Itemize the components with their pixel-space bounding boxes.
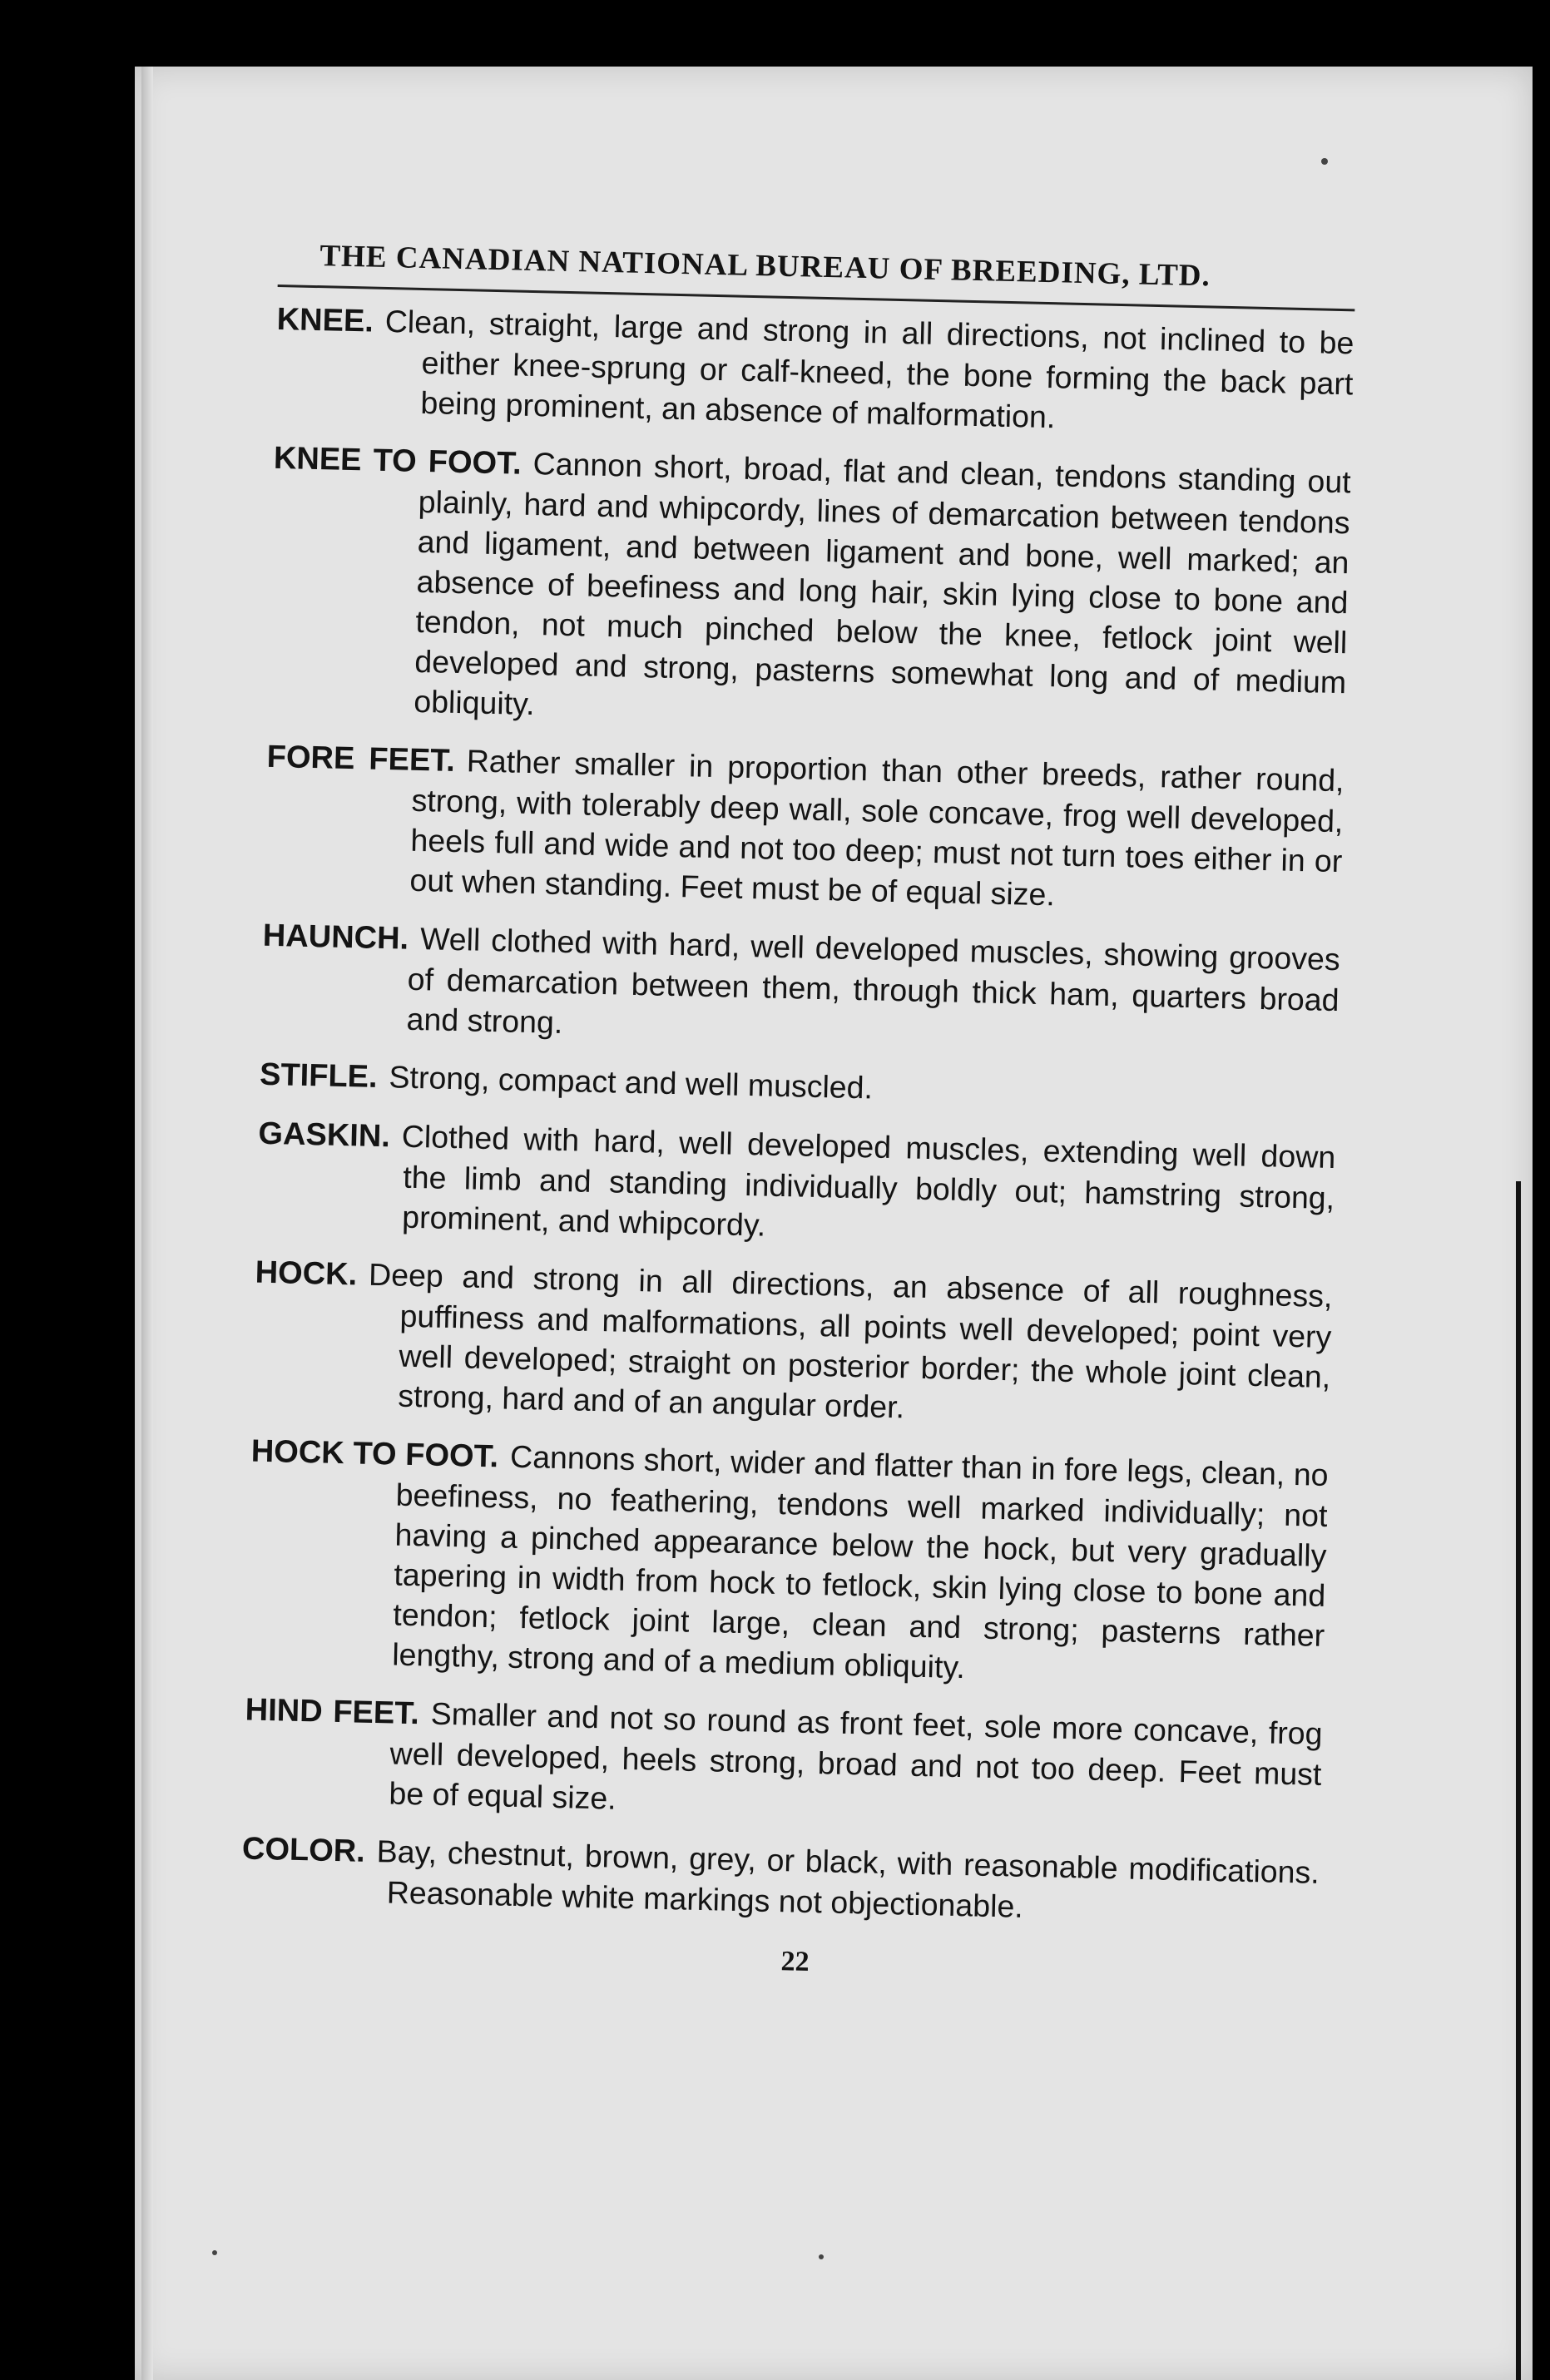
entry-text: Cannons short, wider and flatter than in fore legs, clean, no beefiness, no feathering, tendons well marked individually; not having a pinched appearance below the hock, but very gradually tapering in width from hock to fetlock, skin lying close to bone and tendon; fetlock joint large, clean and strong; pasterns rather lengthy, strong and of a medium obliquity. xyxy=(391,1438,1330,1685)
entry-text: Clothed with hard, well developed muscles, extending well down the limb and standing individually boldly out; hamstring strong, prominent, and whipcordy. xyxy=(401,1118,1336,1243)
entry-text: Deep and strong in all directions, an absence of all roughness, puffiness and malformations, all points well developed; point very well developed; straight on posterior border; the whole joint clean, strong, hard and of an angular order. xyxy=(368,1256,1333,1425)
entry-term: FORE FEET. xyxy=(266,739,456,779)
entry-term: HIND FEET. xyxy=(245,1692,420,1732)
binding-edge xyxy=(1516,1181,1521,2380)
entry-term: HAUNCH. xyxy=(262,918,409,957)
entry-text: Smaller and not so round as front feet, sole more concave, frog well developed, heels strong, broad and not too deep. Feet must be of equal size. xyxy=(389,1695,1324,1816)
entry-haunch xyxy=(260,915,1340,1060)
entry-text: Well clothed with hard, well developed muscles, showing grooves of demarcation between them, through thick ham, quarters broad and strong. xyxy=(406,921,1341,1040)
speck xyxy=(819,2254,824,2259)
entry-color xyxy=(240,1828,1320,1933)
entry-hind-feet xyxy=(243,1690,1323,1834)
entry-text: Strong, compact and well muscled. xyxy=(389,1059,874,1106)
entry-term: KNEE. xyxy=(276,301,374,339)
entry-knee-to-foot xyxy=(268,438,1351,742)
entry-text: Cannon short, broad, flat and clean, tendons standing out plainly, hard and whipcordy, lines of demarcation between tendons and ligament, and between ligament and bone, well marked; an absence of beefiness and long hair, skin lying close to bone and tendon, not much pinched below the knee, fetlock joint well developed and strong, pasterns somewhat long and of medium obliquity. xyxy=(413,446,1352,722)
entry-text: Bay, chestnut, brown, grey, or black, with reasonable modifications. Reasonable white markings not objectionable. xyxy=(376,1833,1320,1924)
entry-term: KNEE TO FOOT. xyxy=(273,440,522,482)
page-number: 22 xyxy=(780,1946,810,1977)
entry-hock xyxy=(252,1252,1333,1437)
entry-stifle xyxy=(260,1054,1338,1119)
entry-hock-to-foot xyxy=(246,1431,1329,1695)
speck xyxy=(1321,158,1328,165)
running-header: THE CANADIAN NATIONAL BUREAU OF BREEDING, LTD. xyxy=(278,237,1356,311)
entry-text: Clean, straight, large and strong in all directions, not inclined to be either knee-sprung or calf-kneed, the bone forming the back part being prominent, an absence of malformation. xyxy=(384,303,1354,435)
page-content xyxy=(240,237,1356,1990)
page-edge-shadow xyxy=(141,67,153,2380)
entry-term: HOCK TO FOOT. xyxy=(250,1433,499,1475)
entry-term: GASKIN. xyxy=(258,1116,391,1155)
entry-term: STIFLE. xyxy=(259,1056,379,1095)
entry-text: Rather smaller in proportion than other breeds, rather round, strong, with tolerably deep wall, sole concave, frog well developed, heels full and wide and not too deep; must not turn toes either in or out when standing. Feet must be of equal size. xyxy=(409,743,1344,913)
speck xyxy=(212,2250,217,2255)
entry-knee xyxy=(275,299,1354,443)
entry-term: COLOR. xyxy=(241,1831,366,1869)
entry-term: HOCK. xyxy=(255,1254,358,1293)
entry-fore-feet xyxy=(264,736,1344,921)
entry-gaskin xyxy=(256,1113,1336,1258)
